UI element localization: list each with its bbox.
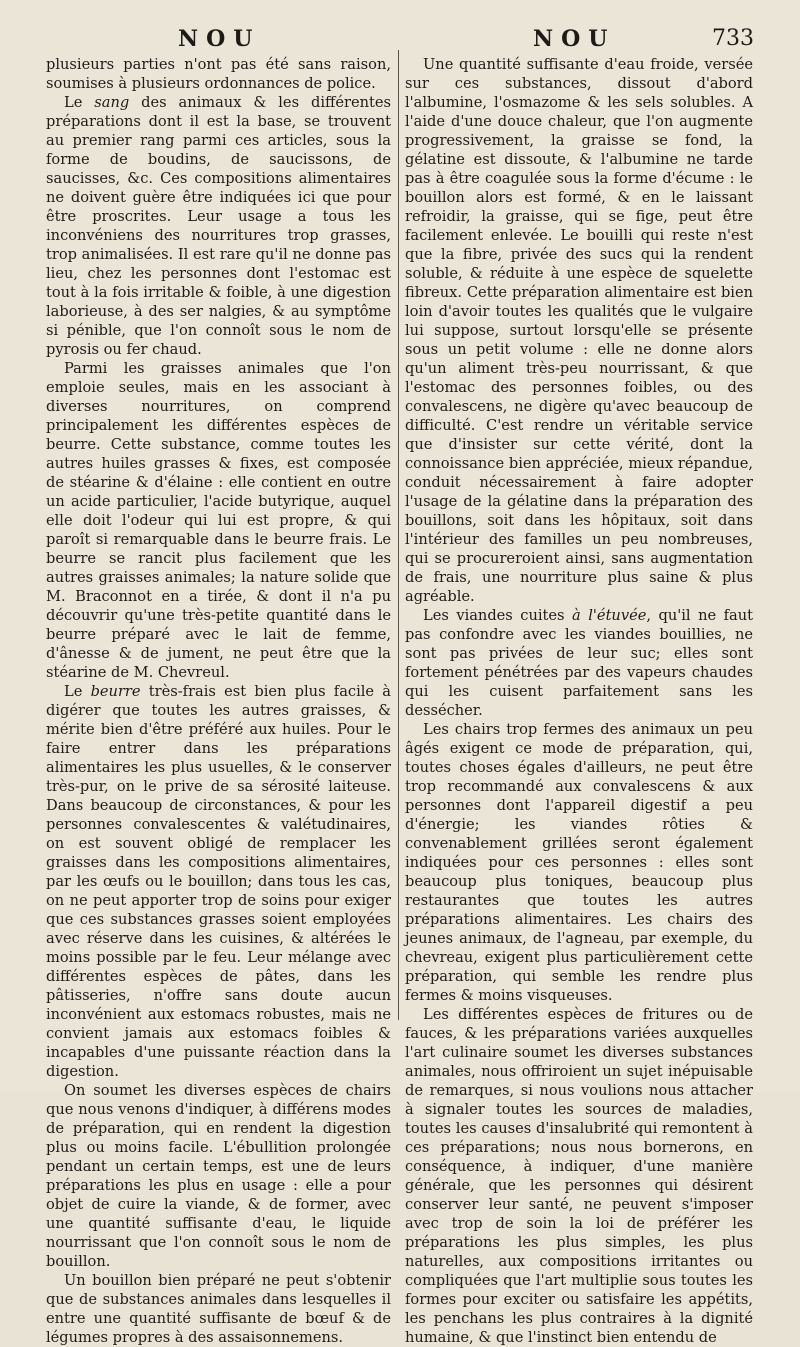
column-divider [398, 50, 399, 1020]
paragraph: Les différentes espèces de fritures ou de fauces, & les préparations variées auxquelles l'art culinaire soumet les diverses substances animales, nous offriroient un sujet inépuisable de remarques, si nous voulions nous attacher à signaler toutes les sources de maladies, toutes les causes d'insalubrité qui remontent à ces préparations; nous nous bornerons, en conséquence, à indiquer, d'une manière générale, que les personnes qui désirent conserver leur santé, ne peuvent s'imposer avec trop de soin la loi de préférer les préparations les plus simples, les plus naturelles, aux compositions irritantes ou compliquées que l'art multiplie sous toutes les formes pour exciter ou satisfaire les appétits, les penchans les plus contraires à la dignité humaine, & que l'instinct bien entendu de [405, 1006, 753, 1346]
running-header-left: NOU [178, 26, 261, 52]
paragraph: Une quantité suffisante d'eau froide, versée sur ces substances, dissout d'abord l'albumine, l'osmazome & les sels solubles. A l'aide d'une douce chaleur, que l'on augmente progressivement, la graisse se fond, la gélatine est dissoute, & l'albumine ne tarde pas à être coagulée sous la forme d'écume : le bouillon alors est formé, & en le laissant refroidir, la graisse, qui se fige, peut être facilement enlevée. Le bouilli qui reste n'est que la fibre, privée des sucs qui la rendent soluble, & réduite à une espèce de squelette fibreux. Cette préparation alimentaire est bien loin d'avoir toutes les qualités que le vulgaire lui suppose, surtout lorsqu'elle se présente sous un petit volume : elle ne donne alors qu'un aliment très-peu nourrissant, & que l'estomac des personnes foibles, ou des convalescens, ne digère qu'avec beaucoup de difficulté. C'est rendre un véritable service que d'insister sur cette vérité, dont la connoissance bien appréciée, mieux répandue, conduit nécessairement à faire adopter l'usage de la gélatine dans la préparation des bouillons, soit dans les hôpitaux, soit dans l'intérieur des familles un peu nombreuses, qui se procureroient ainsi, sans augmentation de frais, une nourriture plus saine & plus agréable. [405, 56, 753, 605]
left-column [46, 55, 391, 1347]
paragraph: On soumet les diverses espèces de chairs que nous venons d'indiquer, à différens modes de préparation, qui en rendent la digestion plus ou moins facile. L'ébullition prolongée pendant un certain temps, est une de leurs préparations les plus en usage : elle a pour objet de cuire la viande, & de former, avec une quantité suffisante d'eau, le liquide nourrissant que l'on connoît sous le nom de bouillon. [46, 1082, 391, 1270]
paragraph: Les chairs trop fermes des animaux un peu âgés exigent ce mode de préparation, qui, toutes choses égales d'ailleurs, ne peut être trop recommandé aux convalescens & aux personnes dont l'appareil digestif a peu d'énergie; les viandes rôties & convenablement grillées seront également indiquées pour ces personnes : elles sont beaucoup plus toniques, beaucoup plus restaurantes que toutes les autres préparations alimentaires. Les chairs des jeunes animaux, de l'agneau, par exemple, du chevreau, exigent plus particulièrement cette préparation, qui semble les rendre plus fermes & moins visqueuses. [405, 721, 753, 1004]
right-column [405, 55, 753, 1347]
paragraph: Les viandes cuites à l'étuvée, qu'il ne faut pas confondre avec les viandes bouillies, ne sont pas privées de leur suc; elles sont fortement pénétrées par des vapeurs chaudes qui les cuisent parfaitement sans les dessécher. [405, 607, 754, 719]
paragraph: Un bouillon bien préparé ne peut s'obtenir que de substances animales dans lesquelles il entre une quantité suffisante de bœuf & de légumes propres à des assaisonnemens. [46, 1272, 391, 1346]
running-header-right: NOU [533, 26, 616, 52]
paragraph: Parmi les graisses animales que l'on emploie seules, mais en les associant à diverses nourritures, on comprend principalement les différentes espèces de beurre. Cette substance, comme toutes les autres huiles grasses & fixes, est composée de stéarine & d'élaine : elle contient en outre un acide particulier, l'acide butyrique, auquel elle doit l'odeur qui lui est propre, & qui paroît si remarquable dans le beurre frais. Le beurre se rancit plus facilement que les autres graisses animales; la nature solide que M. Braconnot en a tirée, & dont il n'a pu découvrir qu'une très-petite quantité dans le beurre préparé avec le lait de femme, d'ânesse & de jument, ne peut être que la stéarine de M. Chevreul. [46, 360, 391, 681]
page-number: 733 [712, 26, 754, 51]
paragraph: Le sang des animaux & les différentes préparations dont il est la base, se trouvent au premier rang parmi ces articles, sous la forme de boudins, de saucissons, de saucisses, &c. Ces compositions alimentaires ne doivent guère être indiquées ici que pour être proscrites. Leur usage a tous les inconvéniens des nourritures trop grasses, trop animalisées. Il est rare qu'il ne donne pas lieu, chez les personnes dont l'estomac est tout à la fois irritable & foible, à une digestion laborieuse, à des ser nalgies, & au symptôme si pénible, que l'on connoît sous le nom de pyrosis ou fer chaud. [46, 94, 391, 358]
paragraph: Le beurre très-frais est bien plus facile à digérer que toutes les autres graisses, & mérite bien d'être préféré aux huiles. Pour le faire entrer dans les préparations alimentaires les plus usuelles, & le conserver très-pur, on le prive de sa sérosité laiteuse. Dans beaucoup de circonstances, & pour les personnes convalescentes & valétudinaires, on est souvent obligé de remplacer les graisses dans les compositions alimentaires, par les œufs ou le bouillon; dans tous les cas, on ne peut apporter trop de soins pour exiger que ces substances grasses soient employées avec réserve dans les cuisines, & altérées le moins possible par le feu. Leur mélange avec différentes espèces de pâtes, dans les pâtisseries, n'offre sans doute aucun inconvénient aux estomacs robustes, mais ne convient jamais aux estomacs foibles & incapables d'une puissante réaction dans la digestion. [46, 683, 391, 1080]
paragraph: plusieurs parties n'ont pas été sans raison, soumises à plusieurs ordonnances de police. [46, 56, 391, 92]
